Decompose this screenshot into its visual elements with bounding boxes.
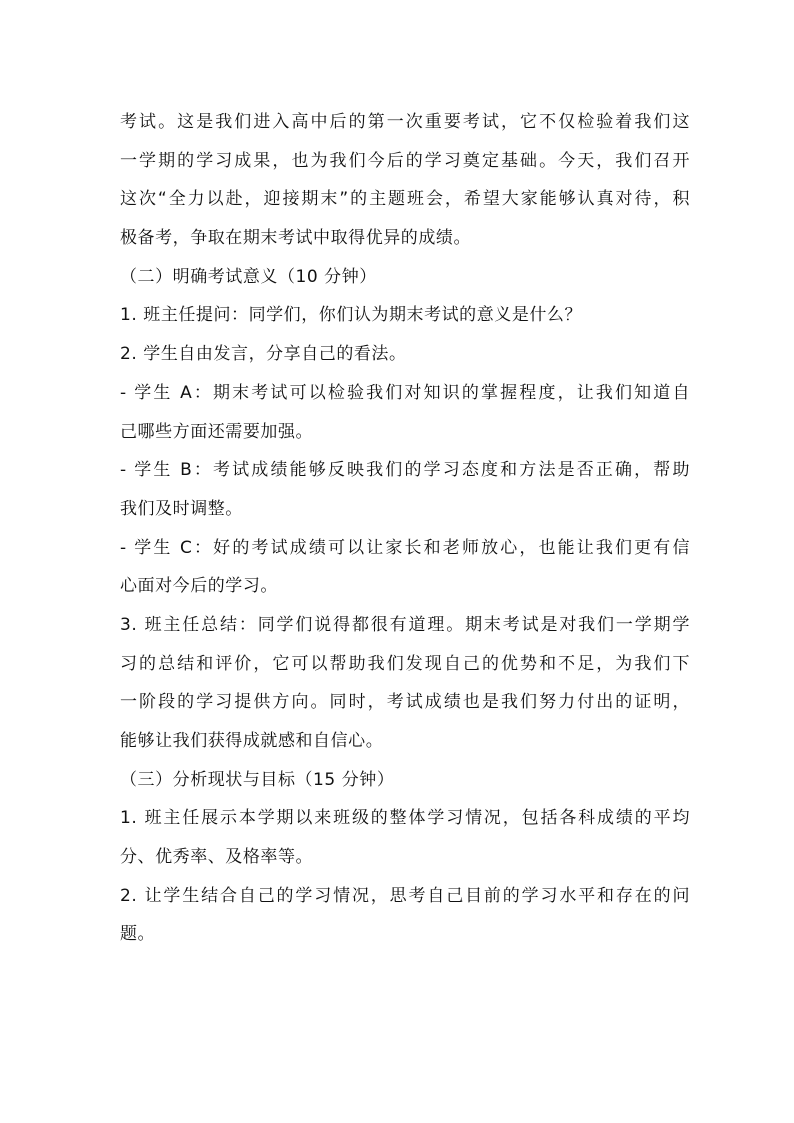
list-item: 2. 学生自由发言，分享自己的看法。 (120, 344, 407, 365)
list-item: 3. 班主任总结：同学们说得都很有道理。期末考试是对我们一学期学 (120, 614, 690, 635)
list-item-continuation: 一阶段的学习提供方向。同时，考试成绩也是我们努力付出的证明， (120, 692, 690, 713)
paragraph-line: 这次“全力以赴，迎接期末”的主题班会，希望大家能够认真对待，积 (120, 189, 690, 210)
list-item: 2. 让学生结合自己的学习情况，思考自己目前的学习水平和存在的问 (120, 885, 690, 906)
list-item-continuation: 习的总结和评价，它可以帮助我们发现自己的优势和不足，为我们下 (120, 653, 690, 674)
list-item: - 学生 B：考试成绩能够反映我们的学习态度和方法是否正确，帮助 (120, 460, 690, 481)
list-item: 1. 班主任提问：同学们，你们认为期末考试的意义是什么？ (120, 305, 583, 326)
list-item: 1. 班主任展示本学期以来班级的整体学习情况，包括各科成绩的平均 (120, 808, 690, 829)
paragraph-line: 考试。这是我们进入高中后的第一次重要考试，它不仅检验着我们这 (120, 112, 690, 132)
list-item-continuation: 我们及时调整。 (120, 498, 243, 519)
document-body (120, 103, 690, 954)
list-item: - 学生 C：好的考试成绩可以让家长和老师放心，也能让我们更有信 (120, 537, 690, 558)
list-item-continuation: 分、优秀率、及格率等。 (120, 847, 314, 868)
paragraph-line: 一学期的学习成果，也为我们今后的学习奠定基础。今天，我们召开 (120, 150, 690, 171)
list-item-continuation: 心面对今后的学习。 (120, 576, 278, 597)
paragraph-line: 极备考，争取在期末考试中取得优异的成绩。 (120, 228, 471, 249)
section-heading: （三）分析现状与目标（15 分钟） (120, 769, 395, 790)
list-item: - 学生 A：期末考试可以检验我们对知识的掌握程度，让我们知道自 (120, 382, 690, 403)
list-item-continuation: 能够让我们获得成就感和自信心。 (120, 731, 384, 751)
list-item-continuation: 题。 (120, 924, 156, 945)
section-heading: （二）明确考试意义（10 分钟） (120, 266, 377, 287)
list-item-continuation: 己哪些方面还需要加强。 (120, 421, 314, 442)
